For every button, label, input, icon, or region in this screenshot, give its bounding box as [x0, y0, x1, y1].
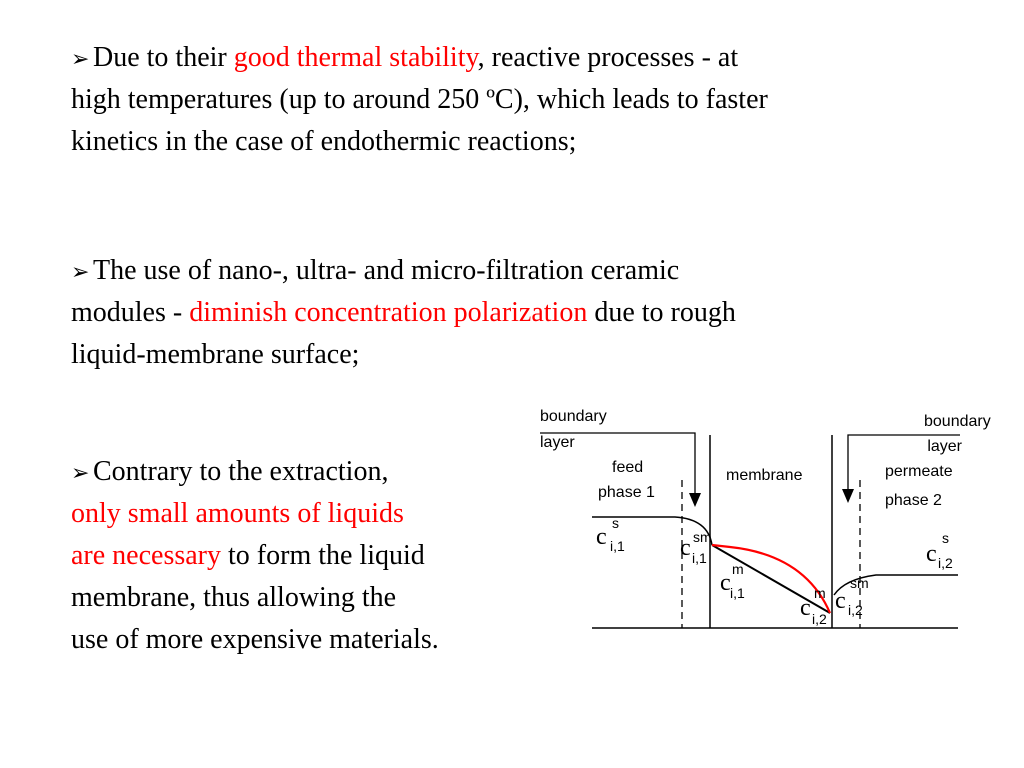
c-m-i1-sub: i,1	[730, 585, 745, 601]
c-m-i2-symbol: c	[800, 595, 811, 621]
membrane-label: membrane	[726, 467, 803, 484]
c-s-i2-symbol: c	[926, 541, 937, 567]
c-s-i2-sub: i,2	[938, 555, 953, 571]
p1-highlight: good thermal stability	[233, 42, 478, 73]
p2-text-a: modules -	[71, 297, 190, 328]
p1-text-a: Due to their	[93, 42, 234, 73]
permeate-label-2: phase 2	[885, 492, 942, 509]
permeate-label-1: permeate	[885, 463, 953, 480]
c-s-i2-sup: s	[942, 530, 949, 546]
c-m-i1-sup: m	[732, 561, 744, 577]
c-s-i1-symbol: c	[596, 524, 607, 550]
paragraph-thermal-stability	[71, 37, 768, 163]
c-sm-i1-symbol: c	[680, 535, 691, 561]
p2-line-1	[71, 250, 736, 292]
p1-line-2: high temperatures (up to around 250 ºC), which leads to faster	[71, 84, 768, 115]
p3-text-b: to form the liquid	[221, 540, 425, 571]
p3-line-4: membrane, thus allowing the	[71, 582, 397, 613]
p2-text-c: due to rough	[587, 297, 736, 328]
c-s-i1-sub: i,1	[610, 538, 625, 554]
paragraph-filtration-modules	[71, 250, 736, 376]
p3-line-5: use of more expensive materials.	[71, 624, 439, 655]
c-sm-i1-sub: i,1	[692, 550, 707, 566]
c-sm-i2-sub: i,2	[848, 602, 863, 618]
concentration-profile-diagram	[530, 395, 991, 645]
p3-line-3	[71, 535, 439, 577]
p1-text-c: , reactive processes - at	[477, 42, 739, 73]
c-sm-i2-symbol: c	[835, 588, 846, 614]
c-s-i1-sup: s	[612, 515, 619, 531]
c-sm-i2-sup: sm	[850, 575, 869, 591]
right-boundary-label-1: boundary	[924, 413, 991, 430]
bullet-arrow-icon: ➢	[71, 46, 90, 71]
p3-highlight: are necessary	[71, 540, 222, 571]
right-boundary-label-2: layer	[927, 438, 962, 455]
left-boundary-label-2: layer	[540, 434, 575, 451]
c-sm-i1-sup: sm	[693, 529, 712, 545]
c-m-i2-sup: m	[814, 585, 826, 601]
feed-label-2: phase 1	[598, 484, 655, 501]
p2-line-2	[71, 292, 736, 334]
p3-line-1	[71, 451, 439, 493]
left-boundary-label-1: boundary	[540, 408, 607, 425]
bullet-arrow-icon: ➢	[71, 460, 90, 485]
bullet-arrow-icon: ➢	[71, 259, 90, 284]
right-arrowhead-icon	[842, 489, 854, 503]
p2-line-3: liquid-membrane surface;	[71, 339, 360, 370]
left-arrowhead-icon	[689, 493, 701, 507]
p1-line-1	[71, 37, 768, 79]
p2-highlight: diminish concentration polarization	[189, 297, 588, 328]
p3-line-2: only small amounts of liquids	[71, 498, 404, 529]
c-m-i1-symbol: c	[720, 570, 731, 596]
paragraph-extraction	[71, 451, 439, 661]
c-m-i2-sub: i,2	[812, 611, 827, 627]
p1-line-3: kinetics in the case of endothermic reactions;	[71, 126, 577, 157]
p2-text-1: The use of nano-, ultra- and micro-filtration ceramic	[93, 255, 680, 286]
feed-label-1: feed	[612, 459, 644, 476]
p3-text-1: Contrary to the extraction,	[93, 456, 389, 487]
